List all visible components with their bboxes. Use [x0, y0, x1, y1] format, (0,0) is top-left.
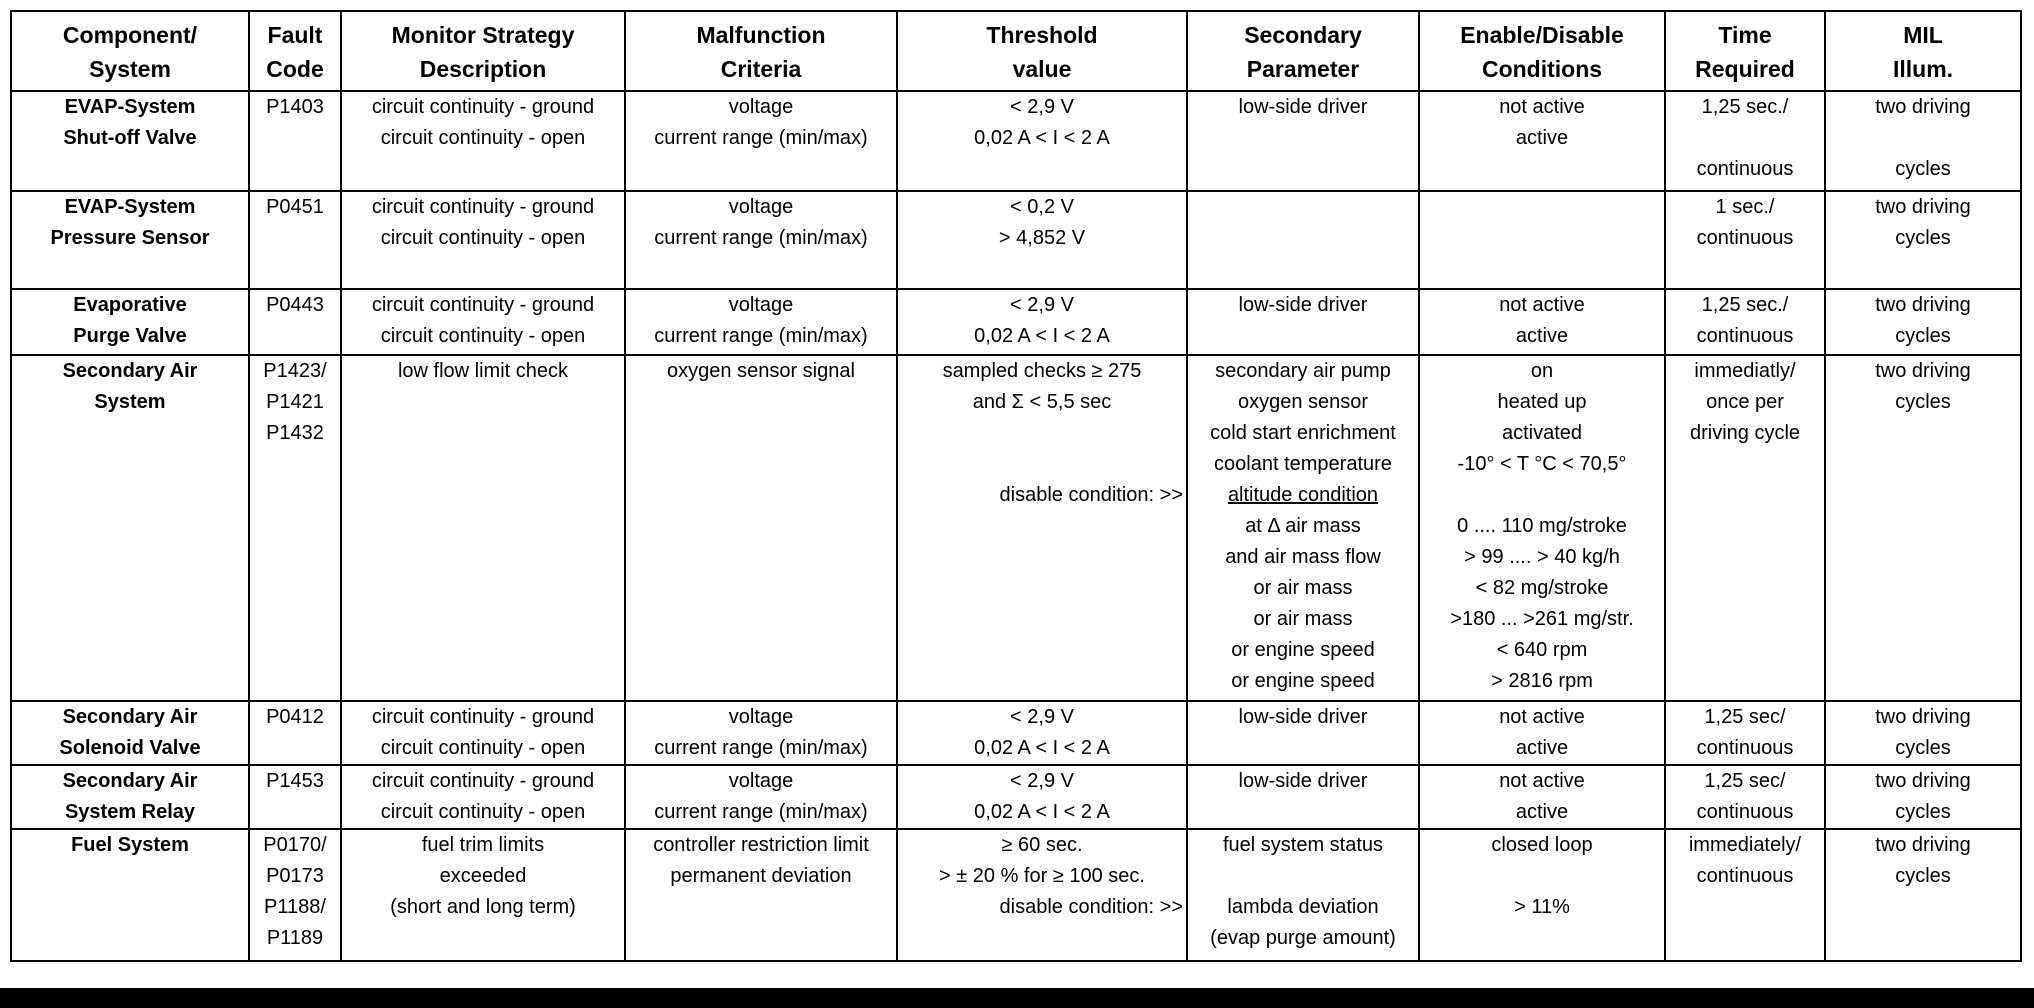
- cell-line: [1669, 123, 1821, 154]
- cell-line: low-side driver: [1238, 770, 1368, 792]
- cell-line: lambda deviation: [1227, 896, 1379, 918]
- cell-mil-illum: [1825, 355, 2021, 701]
- cell-line: continuous: [1696, 158, 1794, 180]
- table-row: [11, 829, 2021, 961]
- header-enable-disable: Enable/Disable Conditions: [1419, 11, 1665, 91]
- cell-line: [901, 449, 1183, 480]
- cell-line: (short and long term): [390, 896, 576, 918]
- cell-line: once per: [1706, 391, 1784, 413]
- cell-line: Solenoid Valve: [59, 737, 201, 759]
- cell-line: circuit continuity - open: [380, 801, 586, 823]
- cell-line: P0412: [266, 706, 324, 728]
- cell-line: not active: [1499, 96, 1585, 118]
- cell-line: altitude condition: [1227, 484, 1379, 506]
- cell-line: P1189: [266, 927, 324, 949]
- cell-time-required: [1665, 191, 1825, 289]
- header-malfunction-criteria: Malfunction Criteria: [625, 11, 897, 91]
- cell-enable-conditions: [1419, 289, 1665, 355]
- cell-line: or engine speed: [1231, 670, 1375, 692]
- cell-line: 0 .... 110 mg/stroke: [1457, 515, 1627, 537]
- cell-line: < 82 mg/stroke: [1475, 577, 1609, 599]
- cell-line: immediatly/: [1694, 360, 1796, 382]
- cell-secondary-parameter: [1187, 91, 1419, 191]
- cell-component: [11, 701, 249, 765]
- cell-fault-code: [249, 701, 341, 765]
- cell-line: voltage: [728, 196, 794, 218]
- cell-time-required: [1665, 829, 1825, 961]
- cell-threshold-value: [897, 765, 1187, 829]
- cell-line: Fuel System: [71, 834, 189, 856]
- cell-line: cycles: [1895, 801, 1951, 823]
- cell-monitor-strategy: [341, 289, 625, 355]
- cell-line: Shut-off Valve: [63, 127, 197, 149]
- cell-line: oxygen sensor: [1237, 391, 1369, 413]
- cell-threshold-value: [897, 289, 1187, 355]
- cell-line: 0,02 A < I < 2 A: [974, 325, 1110, 347]
- cell-line: at Δ air mass: [1245, 515, 1361, 537]
- cell-line: > 11%: [1514, 896, 1570, 918]
- cell-line: circuit continuity - ground: [371, 294, 595, 316]
- cell-malfunction-criteria: [625, 355, 897, 701]
- cell-line: voltage: [728, 96, 794, 118]
- cell-line: Secondary Air: [62, 770, 198, 792]
- cell-component: [11, 765, 249, 829]
- cell-line: heated up: [1497, 391, 1587, 413]
- diagnostic-monitor-table: [10, 10, 2022, 962]
- cell-line: voltage: [728, 706, 794, 728]
- cell-monitor-strategy: [341, 91, 625, 191]
- cell-line: circuit continuity - ground: [371, 196, 595, 218]
- cell-line: circuit continuity - ground: [371, 770, 595, 792]
- cell-enable-conditions: [1419, 701, 1665, 765]
- cell-line: circuit continuity - ground: [371, 706, 595, 728]
- cell-line: [1423, 480, 1661, 511]
- cell-threshold-value: [897, 701, 1187, 765]
- cell-monitor-strategy: [341, 829, 625, 961]
- cell-monitor-strategy: [341, 765, 625, 829]
- cell-line: > 99 .... > 40 kg/h: [1464, 546, 1620, 568]
- cell-line: and Σ < 5,5 sec: [972, 391, 1112, 413]
- cell-mil-illum: [1825, 91, 2021, 191]
- cell-line: Purge Valve: [73, 325, 187, 347]
- cell-line: >180 ... >261 mg/str.: [1450, 608, 1634, 630]
- cell-line: Secondary Air: [62, 706, 198, 728]
- cell-line: two driving: [1875, 96, 1971, 118]
- cell-line: current range (min/max): [654, 227, 868, 249]
- cell-malfunction-criteria: [625, 191, 897, 289]
- cell-line: [1191, 861, 1415, 892]
- cell-line: not active: [1499, 294, 1585, 316]
- cell-component: [11, 355, 249, 701]
- cell-line: < 640 rpm: [1496, 639, 1588, 661]
- cell-line: active: [1515, 801, 1569, 823]
- cell-line: or engine speed: [1231, 639, 1375, 661]
- cell-line: circuit continuity - open: [380, 737, 586, 759]
- cell-line: [1829, 123, 2017, 154]
- cell-mil-illum: [1825, 191, 2021, 289]
- cell-line: continuous: [1696, 737, 1794, 759]
- cell-line: P1188/: [264, 896, 326, 918]
- cell-line: P0170/: [263, 834, 327, 856]
- cell-line: cycles: [1895, 325, 1951, 347]
- cell-monitor-strategy: [341, 355, 625, 701]
- cell-fault-code: [249, 91, 341, 191]
- cell-line: voltage: [728, 770, 794, 792]
- cell-malfunction-criteria: [625, 91, 897, 191]
- cell-component: [11, 289, 249, 355]
- cell-line: (evap purge amount): [1210, 927, 1396, 949]
- table-row: [11, 701, 2021, 765]
- cell-line: not active: [1499, 706, 1585, 728]
- cell-line: System: [94, 391, 166, 413]
- diagnostic-table-container: [10, 10, 2020, 962]
- cell-line: low-side driver: [1238, 96, 1368, 118]
- cell-line: > 4,852 V: [998, 227, 1086, 249]
- cell-secondary-parameter: [1187, 191, 1419, 289]
- cell-line: cycles: [1895, 227, 1951, 249]
- cell-line: Secondary Air: [62, 360, 198, 382]
- cell-line: secondary air pump: [1215, 360, 1391, 382]
- bottom-black-bar: [0, 988, 2034, 1008]
- cell-time-required: [1665, 355, 1825, 701]
- cell-line: permanent deviation: [670, 865, 852, 887]
- cell-line: 1,25 sec./: [1701, 96, 1789, 118]
- cell-secondary-parameter: [1187, 289, 1419, 355]
- cell-line: P1403: [266, 96, 324, 118]
- cell-line: P0443: [266, 294, 324, 316]
- cell-line: continuous: [1696, 865, 1794, 887]
- cell-line: circuit continuity - open: [380, 227, 586, 249]
- cell-line: cycles: [1895, 865, 1951, 887]
- cell-mil-illum: [1825, 829, 2021, 961]
- cell-line: 0,02 A < I < 2 A: [974, 801, 1110, 823]
- cell-mil-illum: [1825, 765, 2021, 829]
- cell-threshold-value: [897, 191, 1187, 289]
- cell-line: circuit continuity - ground: [371, 96, 595, 118]
- header-time-required: Time Required: [1665, 11, 1825, 91]
- cell-line: activated: [1501, 422, 1583, 444]
- cell-line: coolant temperature: [1214, 453, 1392, 475]
- cell-line: Evaporative: [73, 294, 187, 316]
- cell-line: two driving: [1875, 294, 1971, 316]
- cell-line: oxygen sensor signal: [667, 360, 855, 382]
- table-row: [11, 765, 2021, 829]
- cell-enable-conditions: [1419, 765, 1665, 829]
- cell-line: current range (min/max): [654, 801, 868, 823]
- cell-line: 0,02 A < I < 2 A: [974, 737, 1110, 759]
- cell-line: < 0,2 V: [1010, 196, 1074, 218]
- cell-line: active: [1515, 127, 1569, 149]
- cell-threshold-value: [897, 829, 1187, 961]
- cell-enable-conditions: [1419, 91, 1665, 191]
- cell-time-required: [1665, 91, 1825, 191]
- cell-secondary-parameter: [1187, 701, 1419, 765]
- cell-line: two driving: [1875, 770, 1971, 792]
- cell-monitor-strategy: [341, 701, 625, 765]
- cell-enable-conditions: [1419, 191, 1665, 289]
- cell-line: Pressure Sensor: [50, 227, 210, 249]
- cell-monitor-strategy: [341, 191, 625, 289]
- cell-secondary-parameter: [1187, 829, 1419, 961]
- cell-line: driving cycle: [1689, 422, 1801, 444]
- cell-line: current range (min/max): [654, 325, 868, 347]
- cell-line: active: [1515, 325, 1569, 347]
- cell-line: exceeded: [439, 865, 527, 887]
- cell-line: disable condition: >>: [999, 484, 1183, 506]
- cell-line: controller restriction limit: [653, 834, 869, 856]
- cell-line: 0,02 A < I < 2 A: [974, 127, 1110, 149]
- cell-line: not active: [1499, 770, 1585, 792]
- cell-line: EVAP-System: [64, 196, 196, 218]
- header-component-system: Component/ System: [11, 11, 249, 91]
- cell-line: low-side driver: [1238, 294, 1368, 316]
- cell-fault-code: [249, 355, 341, 701]
- cell-line: two driving: [1875, 360, 1971, 382]
- cell-line: 1 sec./: [1715, 196, 1775, 218]
- cell-malfunction-criteria: [625, 765, 897, 829]
- header-threshold-value: Threshold value: [897, 11, 1187, 91]
- cell-line: closed loop: [1491, 834, 1593, 856]
- table-row: [11, 289, 2021, 355]
- cell-malfunction-criteria: [625, 829, 897, 961]
- cell-line: current range (min/max): [654, 737, 868, 759]
- cell-line: fuel system status: [1222, 834, 1384, 856]
- cell-line: and air mass flow: [1225, 546, 1381, 568]
- cell-line: cycles: [1895, 158, 1951, 180]
- cell-line: voltage: [728, 294, 794, 316]
- cell-threshold-value: [897, 355, 1187, 701]
- cell-malfunction-criteria: [625, 289, 897, 355]
- cell-line: ≥ 60 sec.: [1001, 834, 1083, 856]
- cell-component: [11, 829, 249, 961]
- cell-line: > 2816 rpm: [1491, 670, 1593, 692]
- cell-fault-code: [249, 191, 341, 289]
- cell-line: continuous: [1696, 325, 1794, 347]
- table-row: [11, 191, 2021, 289]
- cell-line: two driving: [1875, 196, 1971, 218]
- cell-line: low-side driver: [1238, 706, 1368, 728]
- header-monitor-strategy: Monitor Strategy Description: [341, 11, 625, 91]
- cell-secondary-parameter: [1187, 765, 1419, 829]
- cell-line: active: [1515, 737, 1569, 759]
- cell-line: < 2,9 V: [1010, 770, 1074, 792]
- cell-enable-conditions: [1419, 355, 1665, 701]
- cell-component: [11, 191, 249, 289]
- cell-line: cycles: [1895, 391, 1951, 413]
- cell-line: on: [1530, 360, 1554, 382]
- cell-line: or air mass: [1253, 577, 1353, 599]
- cell-line: P1421: [266, 391, 324, 413]
- cell-line: continuous: [1696, 801, 1794, 823]
- cell-line: P1453: [266, 770, 324, 792]
- header-row: [11, 11, 2021, 91]
- cell-line: P0451: [266, 196, 324, 218]
- cell-line: -10° < T °C < 70,5°: [1457, 453, 1627, 475]
- cell-line: EVAP-System: [64, 96, 196, 118]
- cell-line: two driving: [1875, 834, 1971, 856]
- cell-line: current range (min/max): [654, 127, 868, 149]
- cell-line: fuel trim limits: [421, 834, 545, 856]
- cell-line: 1,25 sec./: [1701, 294, 1789, 316]
- cell-line: < 2,9 V: [1010, 96, 1074, 118]
- cell-fault-code: [249, 289, 341, 355]
- cell-line: circuit continuity - open: [380, 127, 586, 149]
- cell-line: P0173: [266, 865, 324, 887]
- cell-line: 1,25 sec/: [1704, 706, 1786, 728]
- header-mil-illum: MIL Illum.: [1825, 11, 2021, 91]
- cell-time-required: [1665, 701, 1825, 765]
- cell-fault-code: [249, 765, 341, 829]
- cell-component: [11, 91, 249, 191]
- table-body: [11, 91, 2021, 961]
- cell-line: cold start enrichment: [1210, 422, 1396, 444]
- table-row: [11, 355, 2021, 701]
- cell-line: System Relay: [64, 801, 196, 823]
- cell-line: 1,25 sec/: [1704, 770, 1786, 792]
- cell-line: circuit continuity - open: [380, 325, 586, 347]
- cell-line: immediately/: [1688, 834, 1802, 856]
- table-row: [11, 91, 2021, 191]
- cell-threshold-value: [897, 91, 1187, 191]
- cell-time-required: [1665, 289, 1825, 355]
- cell-enable-conditions: [1419, 829, 1665, 961]
- cell-line: < 2,9 V: [1010, 294, 1074, 316]
- header-secondary-parameter: Secondary Parameter: [1187, 11, 1419, 91]
- cell-line: continuous: [1696, 227, 1794, 249]
- cell-line: sampled checks ≥ 275: [942, 360, 1142, 382]
- cell-mil-illum: [1825, 701, 2021, 765]
- cell-line: [1423, 861, 1661, 892]
- cell-line: > ± 20 % for ≥ 100 sec.: [939, 865, 1145, 887]
- cell-mil-illum: [1825, 289, 2021, 355]
- cell-line: disable condition: >>: [999, 896, 1183, 918]
- cell-line: < 2,9 V: [1010, 706, 1074, 728]
- cell-secondary-parameter: [1187, 355, 1419, 701]
- cell-malfunction-criteria: [625, 701, 897, 765]
- cell-line: P1432: [266, 422, 324, 444]
- cell-line: cycles: [1895, 737, 1951, 759]
- cell-line: or air mass: [1253, 608, 1353, 630]
- header-fault-code: Fault Code: [249, 11, 341, 91]
- cell-time-required: [1665, 765, 1825, 829]
- cell-line: low flow limit check: [397, 360, 569, 382]
- cell-line: [901, 418, 1183, 449]
- cell-fault-code: [249, 829, 341, 961]
- cell-line: P1423/: [263, 360, 327, 382]
- cell-line: two driving: [1875, 706, 1971, 728]
